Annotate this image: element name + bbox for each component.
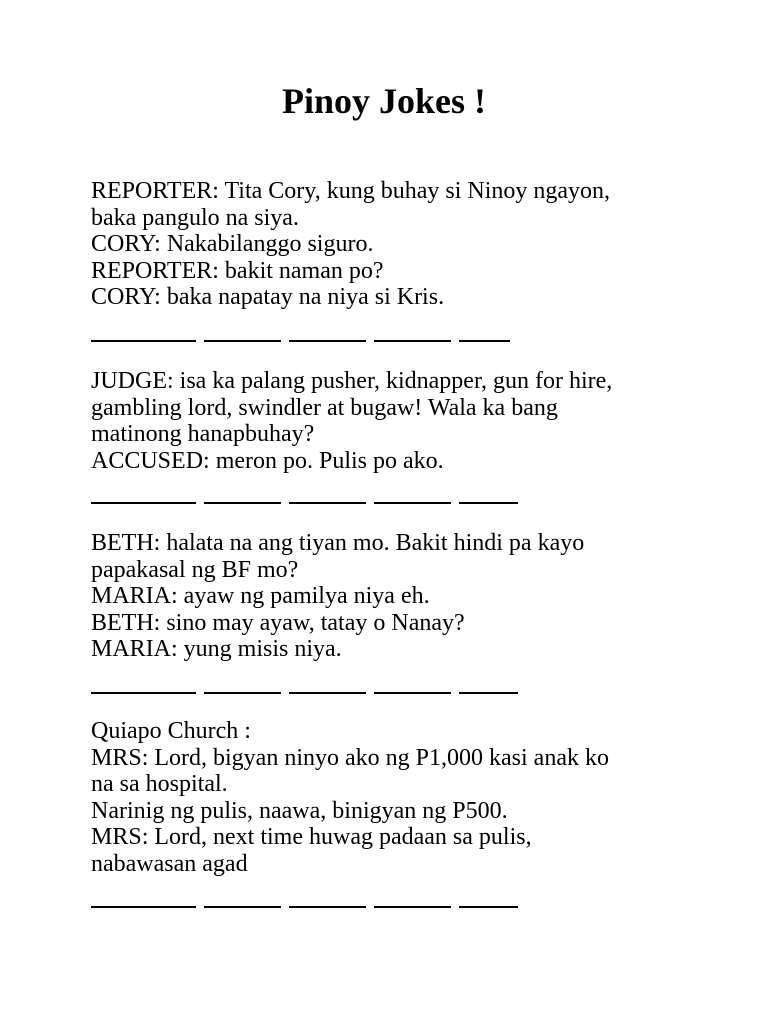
joke-line: Narinig ng pulis, naawa, binigyan ng P500. xyxy=(91,797,508,824)
joke-line: MRS: Lord, next time huwag padaan sa pulis, xyxy=(91,824,532,851)
joke-line: BETH: sino may ayaw, tatay o Nanay? xyxy=(91,609,465,636)
joke-line: MARIA: ayaw ng pamilya niya eh. xyxy=(91,583,430,610)
joke-2 xyxy=(91,368,711,474)
joke-line: baka pangulo na siya. xyxy=(91,204,299,231)
joke-1 xyxy=(91,178,711,311)
joke-line: ACCUSED: meron po. Pulis po ako. xyxy=(91,447,444,474)
joke-line: papakasal ng BF mo? xyxy=(91,556,299,583)
joke-line: JUDGE: isa ka palang pusher, kidnapper, gun for hire, xyxy=(91,368,613,394)
separator-line xyxy=(91,502,521,504)
separator-line xyxy=(91,692,521,694)
joke-line: nabawasan agad xyxy=(91,850,248,877)
joke-line: MRS: Lord, bigyan ninyo ako ng P1,000 kasi anak ko xyxy=(91,744,609,771)
page-title: Pinoy Jokes ! xyxy=(281,81,486,121)
joke-4 xyxy=(91,718,711,878)
joke-line: REPORTER: Tita Cory, kung buhay si Ninoy ngayon, xyxy=(91,178,611,204)
joke-line: BETH: halata na ang tiyan mo. Bakit hindi pa kayo xyxy=(91,530,585,556)
separator-line xyxy=(91,340,521,342)
separator-line xyxy=(91,906,521,908)
joke-line: MARIA: yung misis niya. xyxy=(91,636,342,663)
joke-line: na sa hospital. xyxy=(91,771,228,798)
joke-line: matinong hanapbuhay? xyxy=(91,421,315,448)
joke-line: gambling lord, swindler at bugaw! Wala ka bang xyxy=(91,394,558,421)
joke-line: CORY: baka napatay na niya si Kris. xyxy=(91,284,445,311)
joke-line: Quiapo Church : xyxy=(91,718,251,744)
joke-line: REPORTER: bakit naman po? xyxy=(91,257,384,284)
joke-3 xyxy=(91,530,711,663)
joke-line: CORY: Nakabilanggo siguro. xyxy=(91,231,374,258)
